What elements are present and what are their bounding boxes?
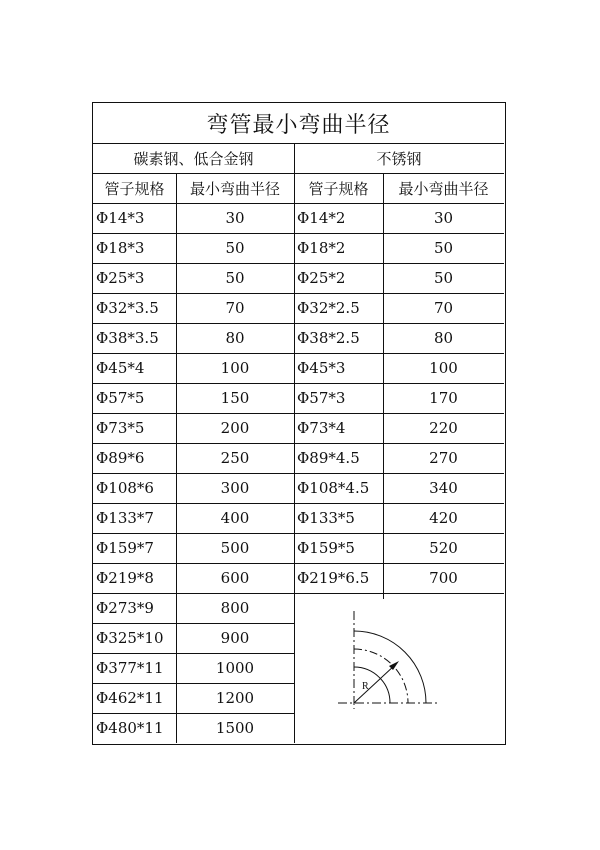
carbon-radius-cell: 1200 xyxy=(215,689,255,707)
diagram-radius-label: R xyxy=(362,681,369,692)
carbon-radius-cell: 70 xyxy=(225,299,245,317)
stainless-spec-cell: Φ89*4.5 xyxy=(297,449,360,467)
stainless-spec-cell: Φ219*6.5 xyxy=(297,569,370,587)
stainless-spec-cell: Φ45*3 xyxy=(297,359,346,377)
carbon-radius-cell: 80 xyxy=(225,329,245,347)
carbon-radius-cell: 150 xyxy=(220,389,250,407)
table-title: 弯管最小弯曲半径 xyxy=(206,112,391,138)
stainless-spec-cell: Φ18*2 xyxy=(297,239,346,257)
stainless-radius-cell: 420 xyxy=(429,509,458,527)
stainless-spec-cell: Φ32*2.5 xyxy=(297,299,360,317)
carbon-radius-cell: 1500 xyxy=(215,719,255,737)
grid-line xyxy=(93,263,504,264)
carbon-radius-cell: 200 xyxy=(220,419,250,437)
carbon-spec-cell: Φ480*11 xyxy=(96,719,164,737)
grid-line xyxy=(93,533,504,534)
carbon-radius-cell: 300 xyxy=(220,479,250,497)
carbon-spec-cell: Φ18*3 xyxy=(96,239,145,257)
grid-line xyxy=(93,593,504,594)
grid-line xyxy=(93,623,294,624)
carbon-radius-cell: 50 xyxy=(225,269,245,287)
stainless-radius-cell: 80 xyxy=(433,329,454,347)
carbon-spec-cell: Φ14*3 xyxy=(96,209,145,227)
carbon-radius-cell: 50 xyxy=(225,239,245,257)
stainless-radius-cell: 50 xyxy=(433,239,454,257)
grid-line xyxy=(93,413,504,414)
group-header-stainless-steel: 不锈钢 xyxy=(376,149,422,168)
carbon-spec-cell: Φ89*6 xyxy=(96,449,145,467)
grid-line xyxy=(93,293,504,294)
stainless-spec-cell: Φ108*4.5 xyxy=(297,479,370,497)
stainless-radius-cell: 340 xyxy=(429,479,458,497)
grid-line xyxy=(93,683,294,684)
grid-line xyxy=(93,713,294,714)
grid-line xyxy=(383,173,384,599)
carbon-radius-cell: 500 xyxy=(220,539,250,557)
carbon-radius-cell: 400 xyxy=(220,509,250,527)
carbon-spec-cell: Φ25*3 xyxy=(96,269,145,287)
stainless-spec-cell: Φ159*5 xyxy=(297,539,355,557)
grid-line xyxy=(294,143,295,743)
stainless-radius-cell: 270 xyxy=(429,449,458,467)
carbon-spec-cell: Φ462*11 xyxy=(96,689,164,707)
carbon-spec-cell: Φ38*3.5 xyxy=(96,329,159,347)
carbon-spec-cell: Φ377*11 xyxy=(96,659,164,677)
grid-line xyxy=(93,473,504,474)
carbon-spec-cell: Φ325*10 xyxy=(96,629,164,647)
carbon-spec-cell: Φ219*8 xyxy=(96,569,154,587)
carbon-spec-cell: Φ108*6 xyxy=(96,479,154,497)
carbon-spec-cell: Φ273*9 xyxy=(96,599,154,617)
grid-line xyxy=(176,173,177,743)
bend-radius-diagram xyxy=(294,599,504,743)
grid-line xyxy=(93,503,504,504)
carbon-radius-cell: 900 xyxy=(220,629,250,647)
stainless-spec-cell: Φ25*2 xyxy=(297,269,346,287)
carbon-radius-cell: 600 xyxy=(220,569,250,587)
grid-line xyxy=(93,143,504,144)
stainless-spec-cell: Φ14*2 xyxy=(297,209,346,227)
grid-line xyxy=(93,353,504,354)
carbon-radius-cell: 800 xyxy=(220,599,250,617)
grid-line xyxy=(93,173,504,174)
group-header-carbon-steel: 碳素钢、低合金钢 xyxy=(133,149,254,168)
stainless-radius-cell: 50 xyxy=(433,269,454,287)
column-header-stainless-spec: 管子规格 xyxy=(308,179,369,198)
carbon-spec-cell: Φ159*7 xyxy=(96,539,154,557)
carbon-spec-cell: Φ45*4 xyxy=(96,359,145,377)
column-header-carbon-spec: 管子规格 xyxy=(104,179,165,198)
stainless-radius-cell: 100 xyxy=(429,359,458,377)
carbon-radius-cell: 1000 xyxy=(215,659,255,677)
grid-line xyxy=(93,653,294,654)
carbon-spec-cell: Φ133*7 xyxy=(96,509,154,527)
grid-line xyxy=(93,383,504,384)
carbon-spec-cell: Φ57*5 xyxy=(96,389,145,407)
stainless-radius-cell: 700 xyxy=(429,569,458,587)
grid-line xyxy=(93,443,504,444)
carbon-spec-cell: Φ32*3.5 xyxy=(96,299,159,317)
stainless-radius-cell: 70 xyxy=(433,299,454,317)
stainless-spec-cell: Φ57*3 xyxy=(297,389,346,407)
stainless-spec-cell: Φ133*5 xyxy=(297,509,355,527)
grid-line xyxy=(93,563,504,564)
column-header-stainless-radius: 最小弯曲半径 xyxy=(398,179,489,198)
stainless-spec-cell: Φ38*2.5 xyxy=(297,329,360,347)
carbon-spec-cell: Φ73*5 xyxy=(96,419,145,437)
grid-line xyxy=(93,323,504,324)
carbon-radius-cell: 250 xyxy=(220,449,250,467)
grid-line xyxy=(93,203,504,204)
carbon-radius-cell: 30 xyxy=(225,209,245,227)
diagram-radius-arrow xyxy=(354,665,395,703)
stainless-radius-cell: 520 xyxy=(429,539,458,557)
grid-line xyxy=(93,233,504,234)
bend-radius-table xyxy=(92,102,506,745)
stainless-spec-cell: Φ73*4 xyxy=(297,419,346,437)
stainless-radius-cell: 220 xyxy=(429,419,458,437)
carbon-radius-cell: 100 xyxy=(220,359,250,377)
stainless-radius-cell: 30 xyxy=(433,209,454,227)
stainless-radius-cell: 170 xyxy=(429,389,458,407)
column-header-carbon-radius: 最小弯曲半径 xyxy=(189,179,280,198)
